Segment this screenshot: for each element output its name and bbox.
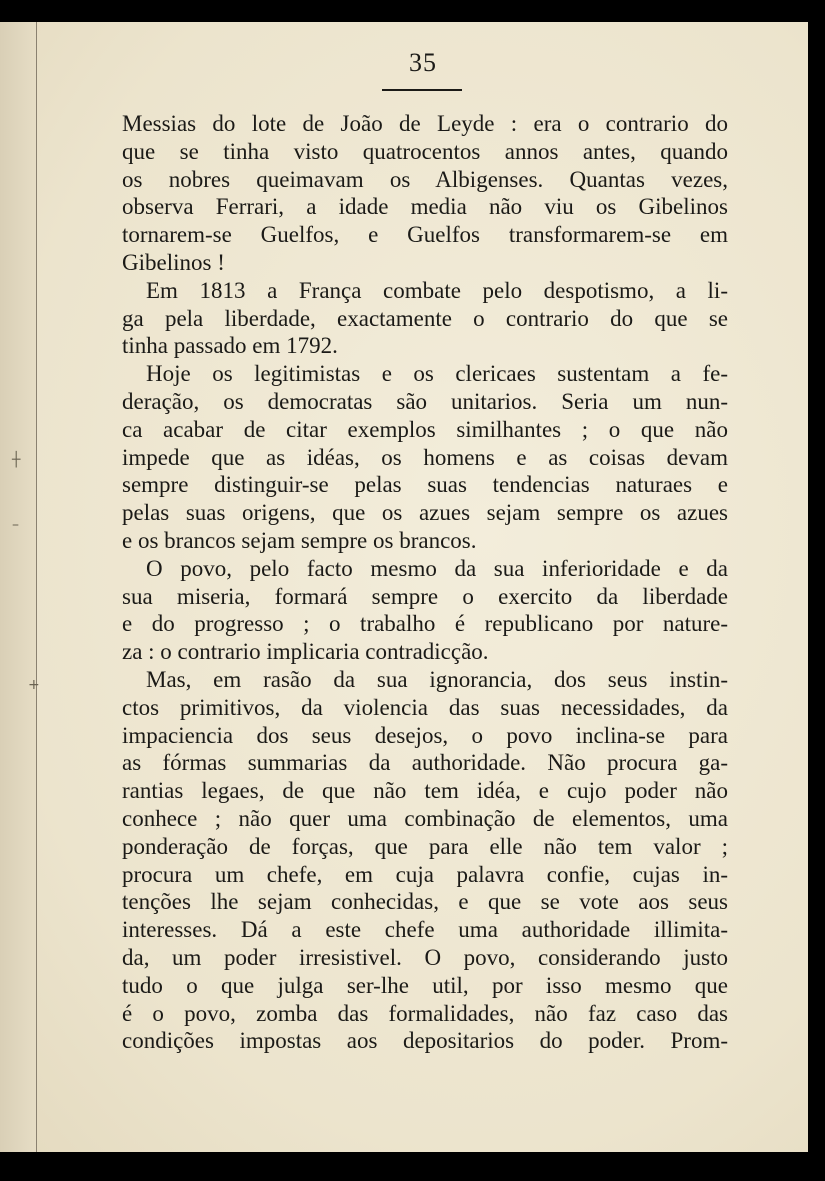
text-line: sempre distinguir-se pelas suas tendencias naturaes e xyxy=(122,472,728,498)
body-text xyxy=(122,110,728,1055)
page-number-rule xyxy=(382,89,462,91)
text-line: ponderação de forças, que para elle não tem valor ; xyxy=(122,833,728,859)
text-line: Gibelinos ! xyxy=(122,249,225,275)
text-line: os nobres queimavam os Albigenses. Quantas vezes, xyxy=(122,166,728,192)
text-line: impaciencia dos seus desejos, o povo inclina-se para xyxy=(122,722,728,748)
text-line: za : o contrario implicaria contradicção. xyxy=(122,639,489,665)
book-page xyxy=(0,22,808,1152)
text-line: tornarem-se Guelfos, e Guelfos transformarem-se em xyxy=(122,222,728,248)
text-line: deração, os democratas são unitarios. Seria um nun- xyxy=(122,388,728,414)
text-line: Em 1813 a França combate pelo despotismo, a li- xyxy=(146,277,728,303)
text-line: Messias do lote de João de Leyde : era o contrario do xyxy=(122,111,728,136)
margin-mark: ┼ xyxy=(12,452,21,468)
margin-mark: – xyxy=(12,517,19,533)
gutter-shade xyxy=(0,22,36,1152)
text-line: Hoje os legitimistas e os clericaes sustentam a fe- xyxy=(146,361,728,387)
text-line: rantias legaes, de que não tem idéa, e cujo poder não xyxy=(122,778,728,804)
text-line: observa Ferrari, a idade media não viu os Gibelinos xyxy=(122,194,728,220)
text-line: as fórmas summarias da authoridade. Não procura ga- xyxy=(122,750,728,776)
text-line: da, um poder irresistivel. O povo, considerando justo xyxy=(122,944,728,970)
page-number: 35 xyxy=(409,48,437,77)
text-line: pelas suas origens, que os azues sejam sempre os azues xyxy=(122,500,728,526)
text-line: e os brancos sejam sempre os brancos. xyxy=(122,527,477,553)
text-line: conhece ; não quer uma combinação de elementos, uma xyxy=(122,805,728,831)
text-line: tinha passado em 1792. xyxy=(122,333,338,359)
text-line: é o povo, zomba das formalidades, não faz caso das xyxy=(122,1000,728,1026)
text-line: Mas, em rasão da sua ignorancia, dos seus instin- xyxy=(146,666,728,692)
text-line: ga pela liberdade, exactamente o contrario do que se xyxy=(122,305,728,331)
text-line: ctos primitivos, da violencia das suas necessidades, da xyxy=(122,694,728,720)
text-line: impede que as idéas, os homens e as coisas devam xyxy=(122,444,728,470)
text-line: sua miseria, formará sempre o exercito da liberdade xyxy=(122,583,728,609)
text-line: procura um chefe, em cuja palavra confie, cujas in- xyxy=(122,861,728,887)
text-line: tenções lhe sejam conhecidas, e que se vote aos seus xyxy=(122,889,728,915)
text-line: O povo, pelo facto mesmo da sua inferioridade e da xyxy=(146,555,728,581)
text-line: interesses. Dá a este chefe uma authoridade illimita- xyxy=(122,917,728,943)
text-line: que se tinha visto quatrocentos annos antes, quando xyxy=(122,138,728,164)
text-line: ca acabar de citar exemplos similhantes ; o que não xyxy=(122,416,728,442)
binding-edge xyxy=(36,22,37,1152)
text-line: e do progresso ; o trabalho é republicano por nature- xyxy=(122,611,728,637)
text-line: tudo o que julga ser-lhe util, por isso mesmo que xyxy=(122,972,728,998)
text-line: condições impostas aos depositarios do poder. Prom- xyxy=(122,1028,728,1054)
margin-mark: + xyxy=(28,677,40,693)
